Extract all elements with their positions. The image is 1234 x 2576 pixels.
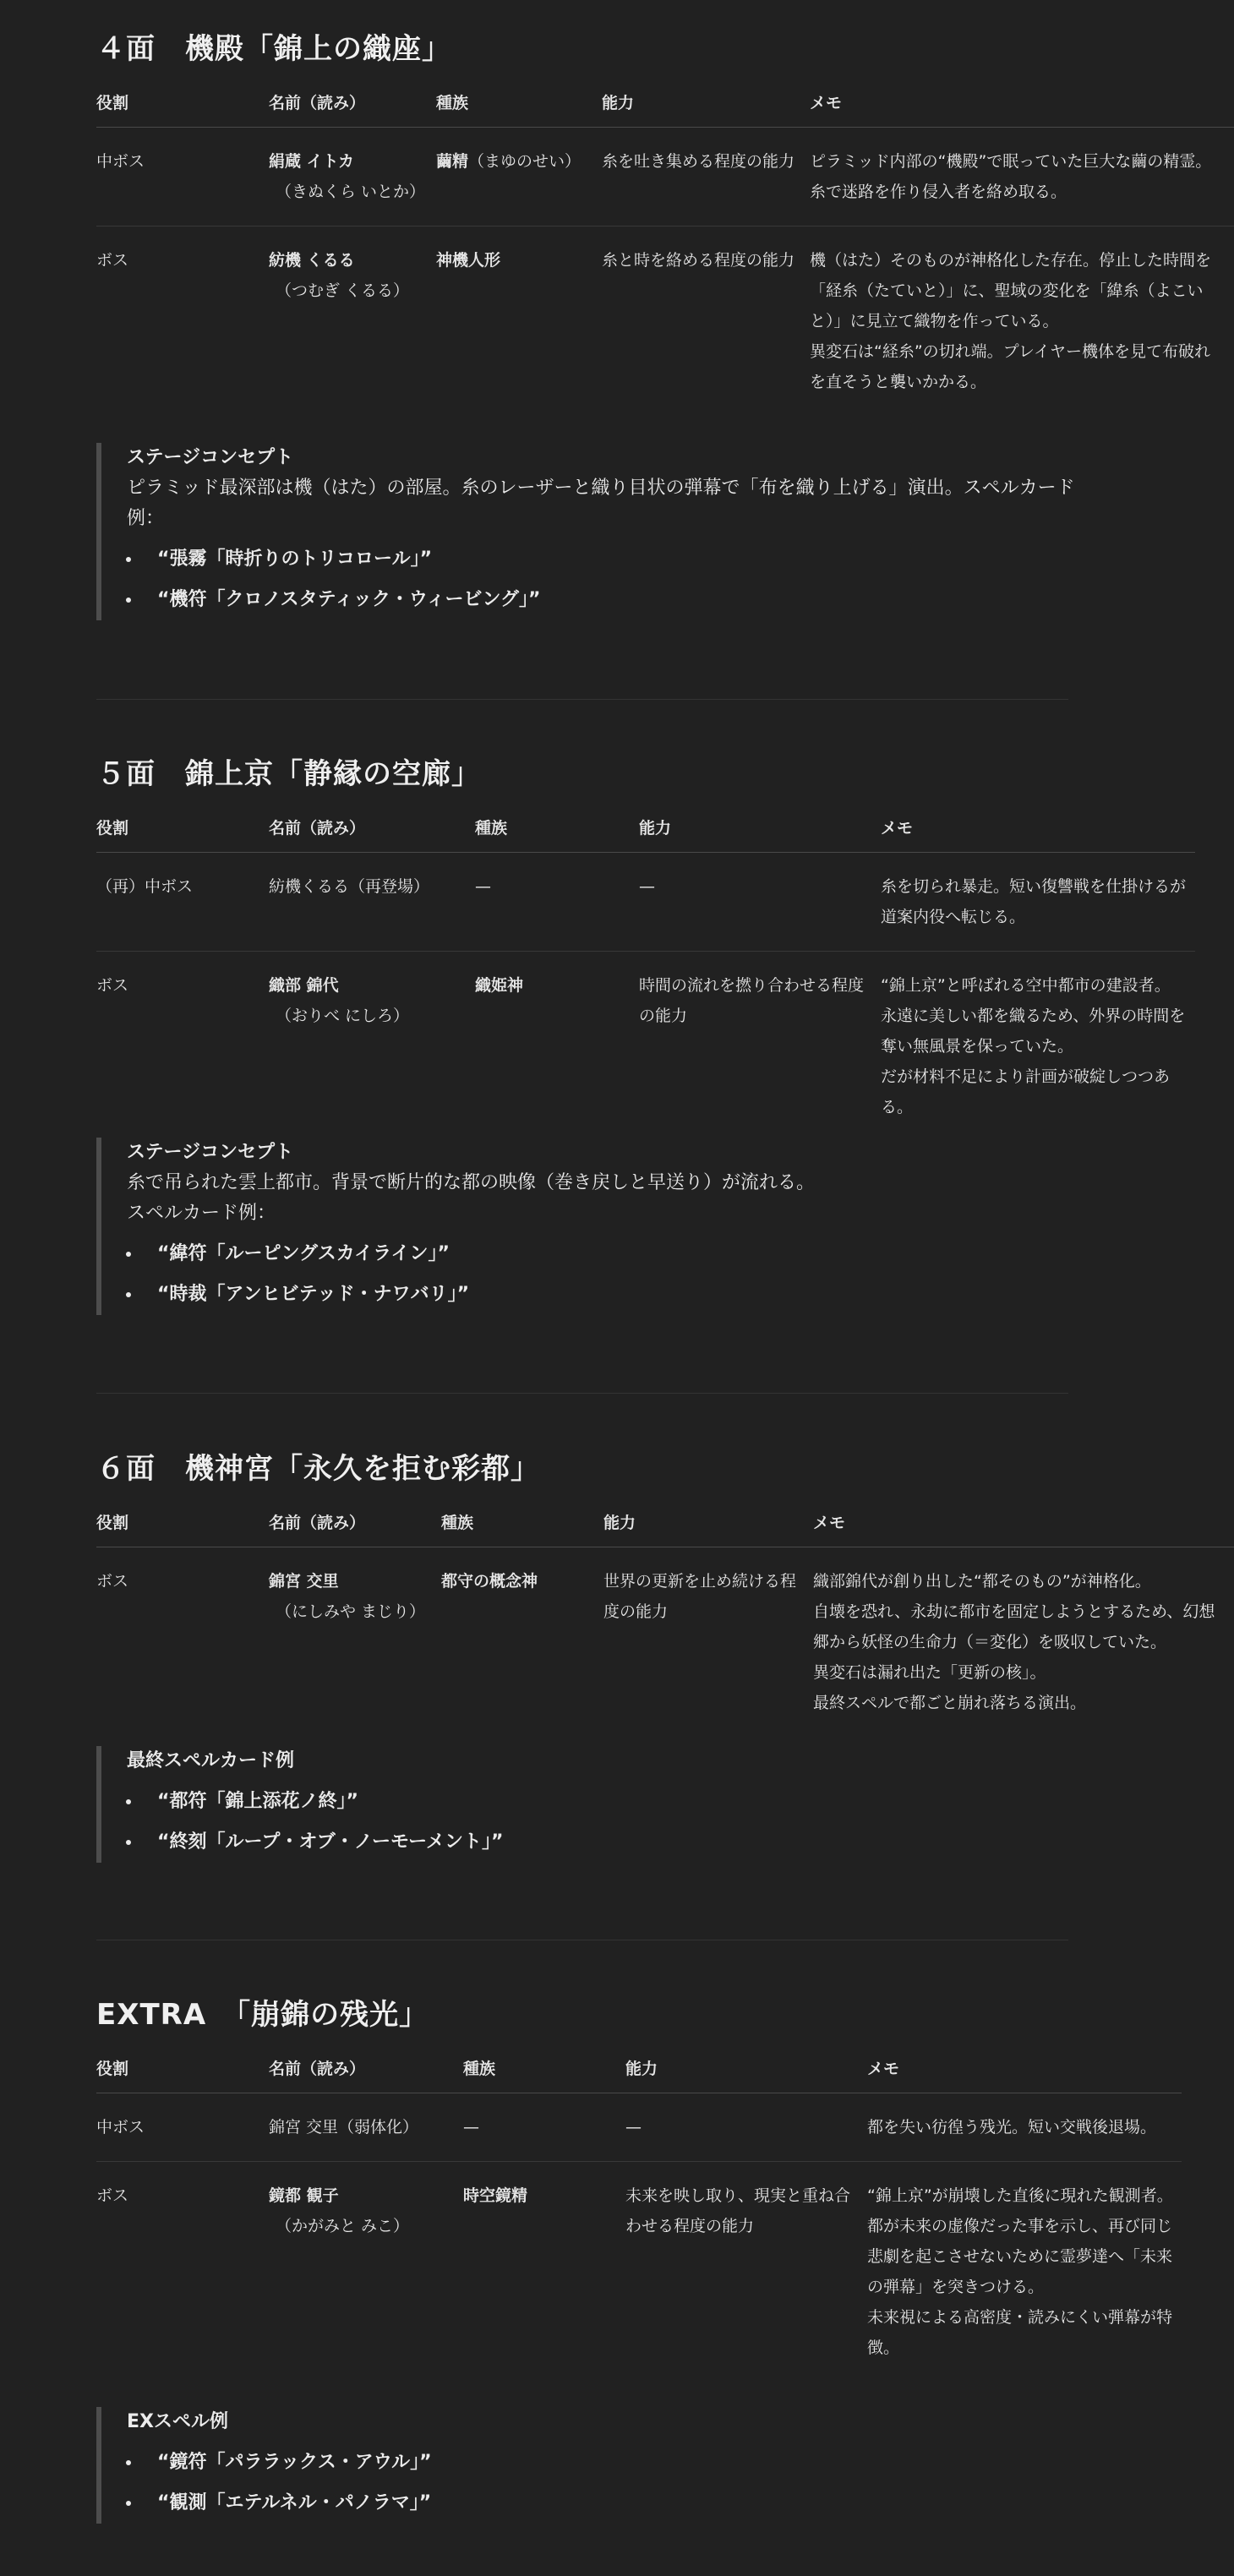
section-divider — [96, 699, 1068, 700]
spell-list — [127, 2442, 1082, 2524]
spell-list — [127, 1782, 1082, 1863]
memo-cell — [867, 2162, 1182, 2382]
ability-cell: 糸と時を絡める程度の能力 — [602, 251, 795, 270]
stage6-heading: ６面 機神宮「永久を拒む彩都」 — [96, 1452, 540, 1486]
memo-line: 都が未来の虚像だった事を示し、再び同じ悲劇を起こさせないために霊夢達へ「未来の弾幕」を突きつける。 — [867, 2217, 1173, 2296]
memo-line: 機（はた）そのものが神格化した存在。停止した時間を「経糸（たていと）」に、聖域の変化を「緯糸（よこいと）」に見立て織物を作っている。 — [810, 251, 1212, 330]
col-memo: メモ — [881, 801, 1195, 853]
col-name: 名前（読み） — [269, 2042, 463, 2093]
col-race: 種族 — [436, 76, 602, 128]
role-cell: ボス — [96, 2186, 129, 2205]
spell-list — [127, 539, 1082, 620]
memo-cell — [813, 1547, 1234, 1738]
name-cell — [269, 226, 436, 417]
char-name: 紡機 くるる — [269, 251, 355, 270]
table-row — [96, 2162, 1182, 2382]
quote-text: スペルカード例： — [127, 1203, 276, 1224]
memo-line: 糸を切られ暴走。短い復讐戦を仕掛けるが道案内役へ転じる。 — [881, 877, 1187, 926]
col-name: 名前（読み） — [269, 1496, 441, 1547]
ability-cell: 時間の流れを撚り合わせる程度の能力 — [639, 976, 865, 1025]
extra-heading: EXTRA 「崩錦の残光」 — [96, 1998, 429, 2032]
stage4-table — [96, 76, 1234, 416]
list-item: • “観測「エテルネル・パノラマ」” — [142, 2483, 1082, 2524]
stage4-heading: ４面 機殿「錦上の織座」 — [96, 32, 451, 66]
name-cell: 錦宮 交里（弱体化） — [269, 2093, 463, 2162]
race-cell: 織姫神 — [475, 976, 524, 995]
col-role: 役割 — [96, 76, 269, 128]
table-row — [96, 2093, 1182, 2162]
table-row — [96, 952, 1195, 1142]
memo-line: ピラミッド内部の“機殿”で眠っていた巨大な繭の精霊。糸で迷路を作り侵入者を絡め取る。 — [810, 152, 1212, 201]
col-race: 種族 — [441, 1496, 603, 1547]
table-header-row — [96, 76, 1234, 128]
role-cell: 中ボス — [96, 2093, 269, 2162]
char-name: 錦宮 交里 — [269, 1572, 339, 1591]
quote-text: 糸で吊られた雲上都市。背景で断片的な都の映像（巻き戻しと早送り）が流れる。 — [127, 1172, 816, 1193]
col-ability: 能力 — [602, 76, 810, 128]
race-cell: 都守の概念神 — [441, 1572, 538, 1591]
race-cell: 時空鏡精 — [463, 2186, 528, 2205]
char-reading: （かがみと みこ） — [276, 2217, 410, 2235]
char-name: 織部 錦代 — [269, 976, 339, 995]
col-ability: 能力 — [603, 1496, 813, 1547]
quote-text: ピラミッド最深部は機（はた）の部屋。糸のレーザーと織り目状の弾幕で「布を織り上げる」演出。スペルカード例： — [127, 478, 1075, 529]
col-race: 種族 — [475, 801, 639, 853]
race-cell: — — [475, 853, 639, 952]
ability-cell: — — [625, 2093, 867, 2162]
col-memo: メモ — [813, 1496, 1234, 1547]
char-reading: （つむぎ くるる） — [276, 281, 410, 300]
memo-cell — [881, 853, 1195, 952]
list-item: • “終刻「ループ・オブ・ノーモーメント」” — [142, 1822, 1082, 1863]
ability-cell: 世界の更新を止め続ける程度の能力 — [603, 1572, 797, 1621]
memo-cell — [881, 952, 1195, 1142]
spell-list — [127, 1234, 1082, 1315]
table-row — [96, 226, 1234, 417]
col-race: 種族 — [463, 2042, 625, 2093]
race-cell: — — [463, 2093, 625, 2162]
extra-table — [96, 2042, 1182, 2382]
role-cell: ボス — [96, 251, 129, 270]
char-reading: （にしみや まじり） — [276, 1602, 426, 1621]
list-item: • “鏡符「パララックス・アウル」” — [142, 2442, 1082, 2483]
stage5-concept-quote — [96, 1138, 1082, 1315]
col-role: 役割 — [96, 801, 269, 853]
role-cell: ボス — [96, 1572, 129, 1591]
col-memo: メモ — [810, 76, 1234, 128]
memo-cell — [810, 226, 1234, 417]
memo-line: だが材料不足により計画が破綻しつつある。 — [881, 1067, 1171, 1116]
quote-title: 最終スペルカード例 — [127, 1750, 295, 1771]
extra-spell-quote — [96, 2407, 1082, 2524]
char-reading: （おりべ にしろ） — [276, 1007, 410, 1025]
race-reading: （まゆのせい） — [468, 152, 582, 171]
ability-cell: — — [639, 853, 881, 952]
list-item: • “張霧「時折りのトリコロール」” — [142, 539, 1082, 580]
name-cell: 紡機くるる（再登場） — [269, 853, 475, 952]
table-header-row — [96, 801, 1195, 853]
quote-title: EXスペル例 — [127, 2411, 228, 2432]
col-role: 役割 — [96, 1496, 269, 1547]
memo-cell — [810, 128, 1234, 226]
memo-line: 最終スペルで都ごと崩れ落ちる演出。 — [813, 1694, 1087, 1712]
section-divider — [96, 1393, 1068, 1394]
memo-line: “錦上京”と呼ばれる空中都市の建設者。 — [881, 976, 1171, 995]
list-item: • “機符「クロノスタティック・ウィービング」” — [142, 580, 1082, 620]
stage5-heading: ５面 錦上京「静縁の空廊」 — [96, 757, 481, 791]
name-cell — [269, 128, 436, 226]
race-cell — [436, 128, 602, 226]
col-name: 名前（読み） — [269, 76, 436, 128]
role-cell: 中ボス — [96, 128, 269, 226]
memo-line: 永遠に美しい都を織るため、外界の時間を奪い無風景を保っていた。 — [881, 1007, 1186, 1056]
name-cell — [269, 1547, 441, 1738]
stage6-table — [96, 1496, 1234, 1737]
memo-line: 未来視による高密度・読みにくい弾幕が特徴。 — [867, 2308, 1173, 2357]
char-reading: （きぬくら いとか） — [276, 183, 426, 201]
list-item: • “都符「錦上添花ノ終」” — [142, 1782, 1082, 1822]
memo-line: 都を失い彷徨う残光。短い交戦後退場。 — [867, 2118, 1157, 2137]
table-row — [96, 128, 1234, 226]
memo-line: 織部錦代が創り出した“都そのもの”が神格化。 — [813, 1572, 1151, 1591]
name-cell — [269, 952, 475, 1142]
table-header-row — [96, 1496, 1234, 1547]
table-row — [96, 853, 1195, 952]
table-row — [96, 1547, 1234, 1738]
char-name: 絹蔵 イトカ — [269, 152, 355, 171]
stage6-spell-quote — [96, 1746, 1082, 1863]
col-name: 名前（読み） — [269, 801, 475, 853]
table-header-row — [96, 2042, 1182, 2093]
char-name: 鏡都 観子 — [269, 2186, 339, 2205]
role-cell: （再）中ボス — [96, 853, 269, 952]
quote-title: ステージコンセプト — [127, 1142, 294, 1163]
race-cell: 神機人形 — [436, 251, 501, 270]
memo-line: “錦上京”が崩壊した直後に現れた観測者。 — [867, 2186, 1173, 2205]
name-cell — [269, 2162, 463, 2382]
memo-line: 異変石は漏れ出た「更新の核」。 — [813, 1663, 1046, 1682]
stage4-concept-quote — [96, 443, 1082, 620]
stage5-table — [96, 801, 1195, 1141]
ability-cell: 糸を吐き集める程度の能力 — [602, 128, 810, 226]
memo-cell — [867, 2093, 1182, 2162]
col-role: 役割 — [96, 2042, 269, 2093]
list-item: • “時裁「アンヒビテッド・ナワバリ」” — [142, 1274, 1082, 1315]
memo-line: 異変石は“経糸”の切れ端。プレイヤー機体を見て布破れを直そうと襲いかかる。 — [810, 342, 1210, 391]
col-ability: 能力 — [625, 2042, 867, 2093]
col-memo: メモ — [867, 2042, 1182, 2093]
role-cell: ボス — [96, 976, 129, 995]
quote-title: ステージコンセプト — [127, 447, 294, 468]
race-name: 繭精 — [436, 152, 469, 171]
col-ability: 能力 — [639, 801, 881, 853]
list-item: • “緯符「ルーピングスカイライン」” — [142, 1234, 1082, 1274]
ability-cell: 未来を映し取り、現実と重ね合わせる程度の能力 — [625, 2186, 851, 2235]
memo-line: 自壊を恐れ、永劫に都市を固定しようとするため、幻想郷から妖怪の生命力（＝変化）を吸収していた。 — [813, 1602, 1215, 1651]
